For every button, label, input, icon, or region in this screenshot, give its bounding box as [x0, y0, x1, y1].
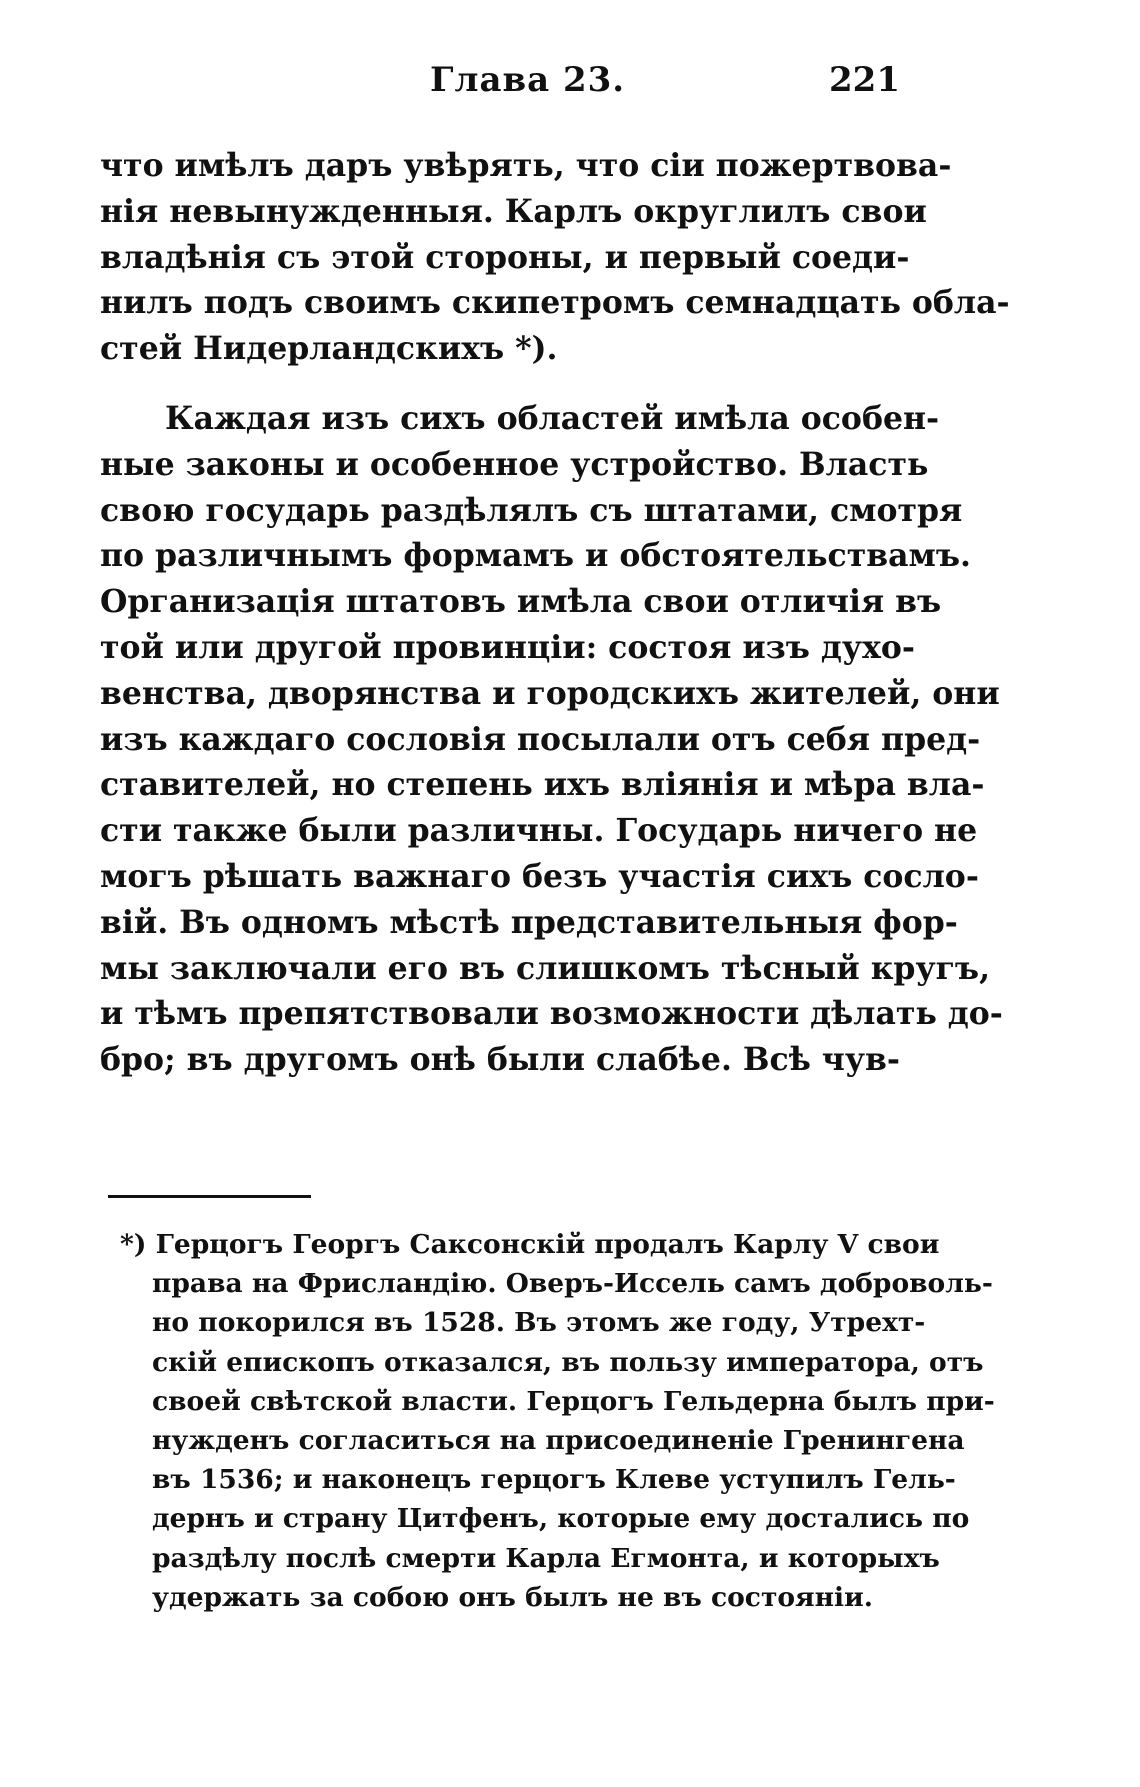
text-line: Каждая изъ сихъ областей имѣла особен- [165, 399, 940, 437]
footnote-line: своей свѣтской власти. Герцогъ Гельдерна былъ при- [152, 1385, 995, 1417]
text-line: свою государь раздѣлялъ съ штатами, смотря [100, 491, 963, 529]
footnote-line: раздѣлу послѣ смерти Карла Егмонта, и которыхъ [152, 1542, 940, 1574]
footnote-line: дернъ и страну Цитфенъ, которые ему достались по [152, 1503, 970, 1535]
paragraph-1 [100, 143, 1010, 372]
chapter-title: Глава 23. [430, 60, 626, 100]
paragraph-2 [100, 396, 1003, 1083]
text-line: стей Нидерландскихъ *). [100, 330, 558, 368]
text-line: могъ рѣшать важнаго безъ участія сихъ сосло- [100, 857, 979, 895]
text-line: венства, дворянства и городскихъ жителей, они [100, 674, 1000, 712]
footnote-line: скій епископъ отказался, въ пользу императора, отъ [152, 1346, 984, 1378]
text-line: что имѣлъ даръ увѣрять, что сіи пожертвова- [100, 147, 952, 184]
running-header [100, 60, 900, 120]
text-line: нилъ подъ своимъ скипетромъ семнадцать обла- [100, 284, 1010, 322]
footnote-line: *) Герцогъ Георгъ Саксонскій продалъ Карлу V свои [120, 1229, 940, 1260]
text-line: ные законы и особенное устройство. Власть [100, 445, 929, 483]
text-line: владѣнія съ этой стороны, и первый соеди- [100, 238, 910, 276]
footnote-body [120, 1264, 995, 1617]
footnote-line: удержать за собою онъ былъ не въ состояніи. [152, 1581, 873, 1613]
footnote-line: въ 1536; и наконецъ герцогъ Клеве уступилъ Гель- [152, 1464, 956, 1496]
text-line: изъ каждаго сословія посылали отъ себя пред- [100, 720, 981, 758]
footnote-line: нужденъ согласиться на присоединеніе Гренингена [152, 1425, 965, 1457]
body-text [100, 143, 1010, 1083]
text-line: бро; въ другомъ онѣ были слабѣе. Всѣ чув- [100, 1041, 900, 1079]
text-line: той или другой провинціи: состоя изъ духо- [100, 628, 915, 666]
text-line: мы заключали его въ слишкомъ тѣсный кругъ, [100, 949, 991, 987]
text-line: ставителей, но степень ихъ вліянія и мѣра вла- [100, 766, 985, 804]
text-line: вій. Въ одномъ мѣстѣ представительныя фор- [100, 903, 958, 941]
text-line: нія невынужденныя. Карлъ округлилъ свои [100, 192, 927, 230]
footnote [120, 1225, 995, 1617]
text-line: сти также были различны. Государь ничего не [100, 812, 978, 850]
text-line: Организація штатовъ имѣла свои отличія въ [100, 583, 942, 621]
footnote-divider [108, 1195, 311, 1198]
footnote-line: но покорился въ 1528. Въ этомъ же году, Утрехт- [152, 1307, 926, 1339]
text-line: и тѣмъ препятствовали возможности дѣлать до- [100, 995, 1003, 1033]
paragraph-gap [100, 372, 900, 396]
footnote-line: права на Фрисландію. Оверъ-Иссель самъ доброволь- [152, 1268, 993, 1300]
page-number: 221 [829, 60, 900, 100]
text-line: по различнымъ формамъ и обстоятельствамъ. [100, 537, 972, 575]
